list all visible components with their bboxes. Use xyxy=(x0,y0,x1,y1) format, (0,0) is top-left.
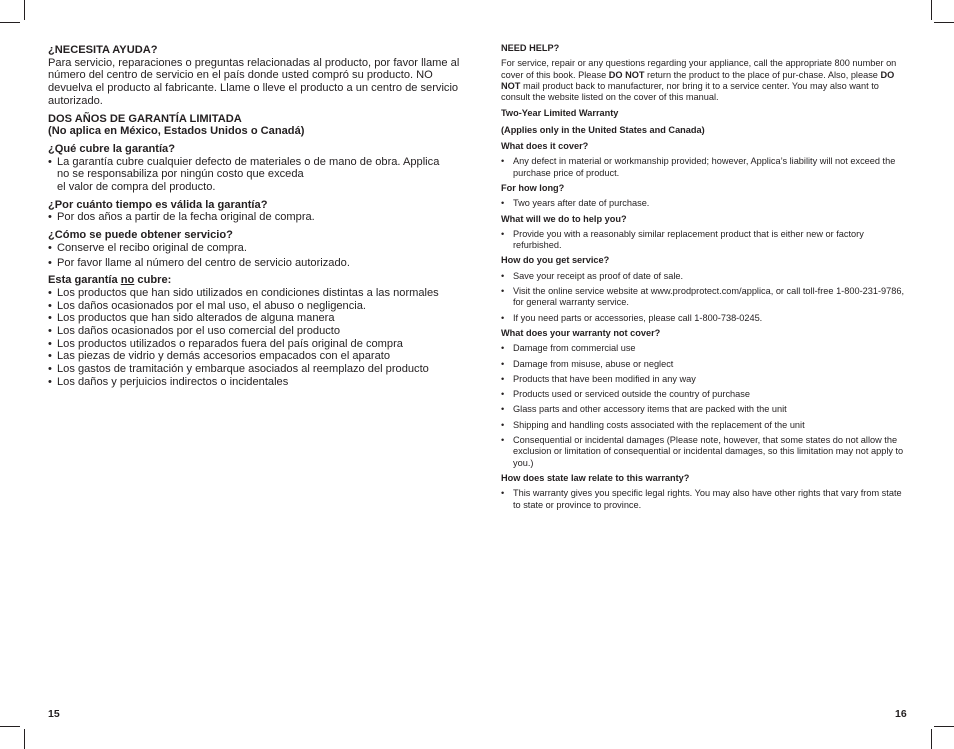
help-title: ¿NECESITA AYUDA? xyxy=(48,44,158,56)
list-item: • Las piezas de vidrio y demás accesorios empacados con el aparato xyxy=(48,350,468,363)
covers-line: • La garantía cubre cualquier defecto de materiales o de mano de obra. Applica xyxy=(57,155,440,168)
crop-mark xyxy=(0,22,20,23)
service-section xyxy=(48,229,468,269)
list-item: • Products used or serviced outside the country of purchase xyxy=(501,389,909,400)
list-item: • Glass parts and other accessory items that are packed with the unit xyxy=(501,404,909,415)
covers-title: What does it cover? xyxy=(501,141,589,152)
list-item: • This warranty gives you specific legal rights. You may also have other rights that vary from state to state or province to province. xyxy=(501,488,909,511)
crop-mark xyxy=(934,22,954,23)
warranty-heading xyxy=(48,113,468,138)
list-item: • Los gastos de tramitación y embarque asociados al reemplazo del producto xyxy=(48,363,468,376)
warranty-title: Two-Year Limited Warranty xyxy=(501,108,619,119)
crop-mark xyxy=(931,729,932,749)
not-cover-title xyxy=(48,274,468,287)
list-item: • Conserve el recibo original de compra. xyxy=(48,242,468,255)
not-cover-suffix: cubre: xyxy=(134,274,172,287)
list-item: • Los daños ocasionados por el uso comercial del producto xyxy=(48,325,468,338)
not-cover-underlined: no xyxy=(120,274,135,287)
list-item: • Any defect in material or workmanship provided; however, Applica’s liability will not exceed the purchase price of product. xyxy=(501,156,909,179)
help-body-part: For service, repair or any questions regarding your appliance, call the appropriate 800 number on cover of this book. Please xyxy=(501,58,897,80)
list-item: • Los productos que han sido alterados de alguna manera xyxy=(48,312,468,325)
list-item: • Damage from commercial use xyxy=(501,343,909,354)
not-cover-section xyxy=(48,274,468,388)
help-body xyxy=(501,58,909,103)
crop-mark xyxy=(24,729,25,749)
covers-title: ¿Qué cubre la garantía? xyxy=(48,142,175,155)
english-warranty-page xyxy=(501,43,909,515)
list-item: • Por favor llame al número del centro de servicio autorizado. xyxy=(48,257,468,270)
help-us-title: What will we do to help you? xyxy=(501,213,627,224)
list-item: • Save your receipt as proof of date of sale. xyxy=(501,271,909,282)
list-item: • Por dos años a partir de la fecha original de compra. xyxy=(48,211,468,224)
list-item: • Los daños y perjuicios indirectos o incidentales xyxy=(48,376,468,389)
list-item: • Los productos que han sido utilizados en condiciones distintas a las normales xyxy=(48,287,468,300)
list-item: • Products that have been modified in any way xyxy=(501,374,909,385)
not-cover-title: What does your warranty not cover? xyxy=(501,327,661,338)
list-item: • Shipping and handling costs associated with the replacement of the unit xyxy=(501,420,909,431)
warranty-subtitle: (Applies only in the United States and Canada) xyxy=(501,124,705,135)
warranty-subtitle: (No aplica en México, Estados Unidos o Canadá) xyxy=(48,125,305,138)
crop-mark xyxy=(934,726,954,727)
help-section xyxy=(48,44,468,108)
crop-mark xyxy=(931,0,932,20)
help-body-part: return the product to the place of pur-chase. Also, please xyxy=(644,69,881,80)
duration-section xyxy=(48,199,468,224)
duration-title: ¿Por cuánto tiempo es válida la garantía? xyxy=(48,198,268,211)
list-item: • Damage from misuse, abuse or neglect xyxy=(501,359,909,370)
list-item: • Two years after date of purchase. xyxy=(501,198,909,209)
list-item: • Provide you with a reasonably similar replacement product that is either new or factory refurbished. xyxy=(501,229,909,252)
covers-line: no se responsabiliza por ningún costo que exceda xyxy=(57,168,304,181)
list-item: • If you need parts or accessories, please call 1-800-738-0245. xyxy=(501,313,909,324)
list-item: • Los productos utilizados o reparados fuera del país original de compra xyxy=(48,338,468,351)
covers-section xyxy=(48,143,468,194)
help-body: Para servicio, reparaciones o preguntas relacionadas al producto, por favor llame al número del centro de servicio en el país donde usted compró su producto. NO devuelva el producto al fabricante. Llame o lleve el producto a un centro de servicio autorizado. xyxy=(48,56,460,107)
crop-mark xyxy=(24,0,25,20)
service-title: How do you get service? xyxy=(501,255,610,266)
not-cover-prefix: Esta garantía xyxy=(48,274,121,287)
page-number-right: 16 xyxy=(895,708,907,720)
state-law-title: How does state law relate to this warranty? xyxy=(501,472,690,483)
list-item xyxy=(48,156,468,194)
help-body-part: mail product back to manufacturer, nor bring it to a service center. You may also want to consult the website listed on the cover of this manual. xyxy=(501,80,879,103)
warranty-title: DOS AÑOS DE GARANTÍA LIMITADA xyxy=(48,112,242,125)
spanish-warranty-page xyxy=(48,44,468,394)
page-number-left: 15 xyxy=(48,708,60,720)
service-title: ¿Cómo se puede obtener servicio? xyxy=(48,229,233,242)
do-not-emphasis: DO NOT xyxy=(608,69,645,80)
duration-title: For how long? xyxy=(501,182,565,193)
list-item: • Consequential or incidental damages (Please note, however, that some states do not allow the exclusion or limitation of consequential or incidental damages, so this limitation may not apply to you.) xyxy=(501,435,909,469)
help-title: NEED HELP? xyxy=(501,43,560,53)
do-not-emphasis: DO NOT xyxy=(501,69,895,91)
list-item: • Visit the online service website at www.prodprotect.com/applica, or call toll-free 1-800-231-9786, for general warranty service. xyxy=(501,286,909,309)
crop-mark xyxy=(0,726,20,727)
list-item: • Los daños ocasionados por el mal uso, el abuso o negligencia. xyxy=(48,300,468,313)
covers-line: el valor de compra del producto. xyxy=(57,181,216,194)
